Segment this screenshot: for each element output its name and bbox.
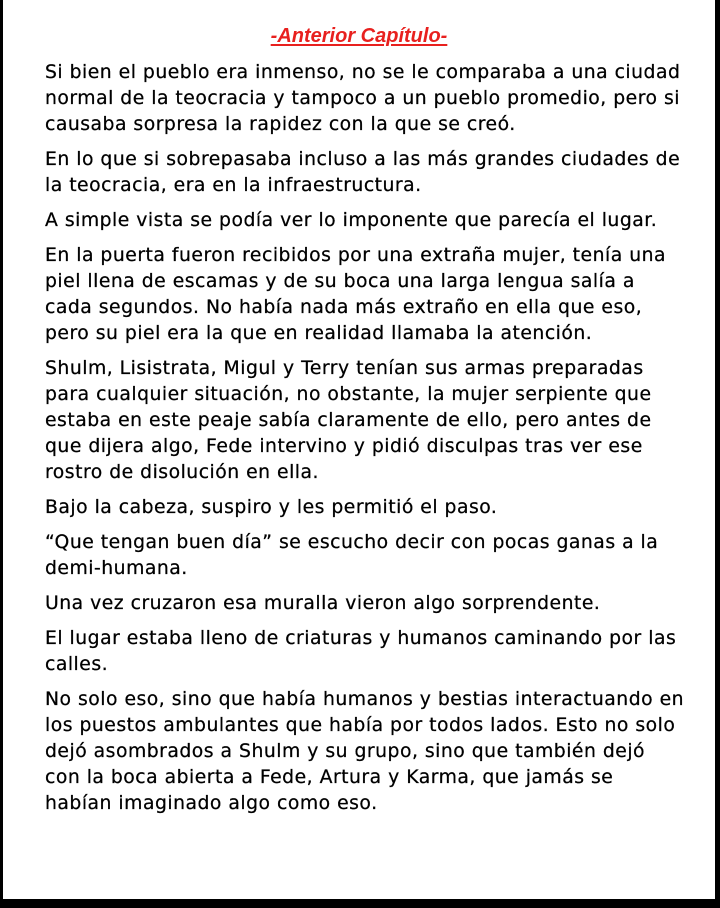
chapter-heading: -Anterior Capítulo- — [270, 25, 448, 47]
paragraph: En lo que si sobrepasaba incluso a las más grandes ciudades de la teocracia, era en la infraestructura. — [45, 149, 681, 196]
paragraph: Una vez cruzaron esa muralla vieron algo sorprendente. — [45, 593, 601, 614]
paragraph: Bajo la cabeza, suspiro y les permitió el paso. — [45, 497, 498, 518]
paragraph: No solo eso, sino que había humanos y bestias interactuando en los puestos ambulantes que había por todos lados. Esto no solo dejó asombrados a Shulm y su grupo, sino que también dejó con la boca abierta a Fede, Artura y Karma, que jamás se habían imaginado algo como eso. — [45, 689, 685, 814]
paragraph: Si bien el pueblo era inmenso, no se le comparaba a una ciudad normal de la teocracia y tampoco a un pueblo promedio, pero si causaba sorpresa la rapidez con la que se creó. — [45, 62, 681, 135]
document-page — [3, 0, 715, 899]
paragraph: A simple vista se podía ver lo imponente que parecía el lugar. — [45, 210, 658, 231]
paragraph: Shulm, Lisistrata, Migul y Terry tenían sus armas preparadas para cualquier situación, no obstante, la mujer serpiente que estaba en este peaje sabía claramente de ello, pero antes de que dijera algo, Fede intervino y pidió disculpas tras ver ese rostro de disolución en ella. — [45, 358, 652, 483]
paragraph: En la puerta fueron recibidos por una extraña mujer, tenía una piel llena de escamas y de su boca una larga lengua salía a cada segundos. No había nada más extraño en ella que eso, pero su piel era la que en realidad llamaba la atención. — [45, 245, 667, 344]
paragraph: El lugar estaba lleno de criaturas y humanos caminando por las calles. — [45, 628, 677, 675]
document-body — [45, 60, 685, 826]
paragraph: “Que tengan buen día” se escucho decir con pocas ganas a la demi-humana. — [45, 532, 659, 579]
